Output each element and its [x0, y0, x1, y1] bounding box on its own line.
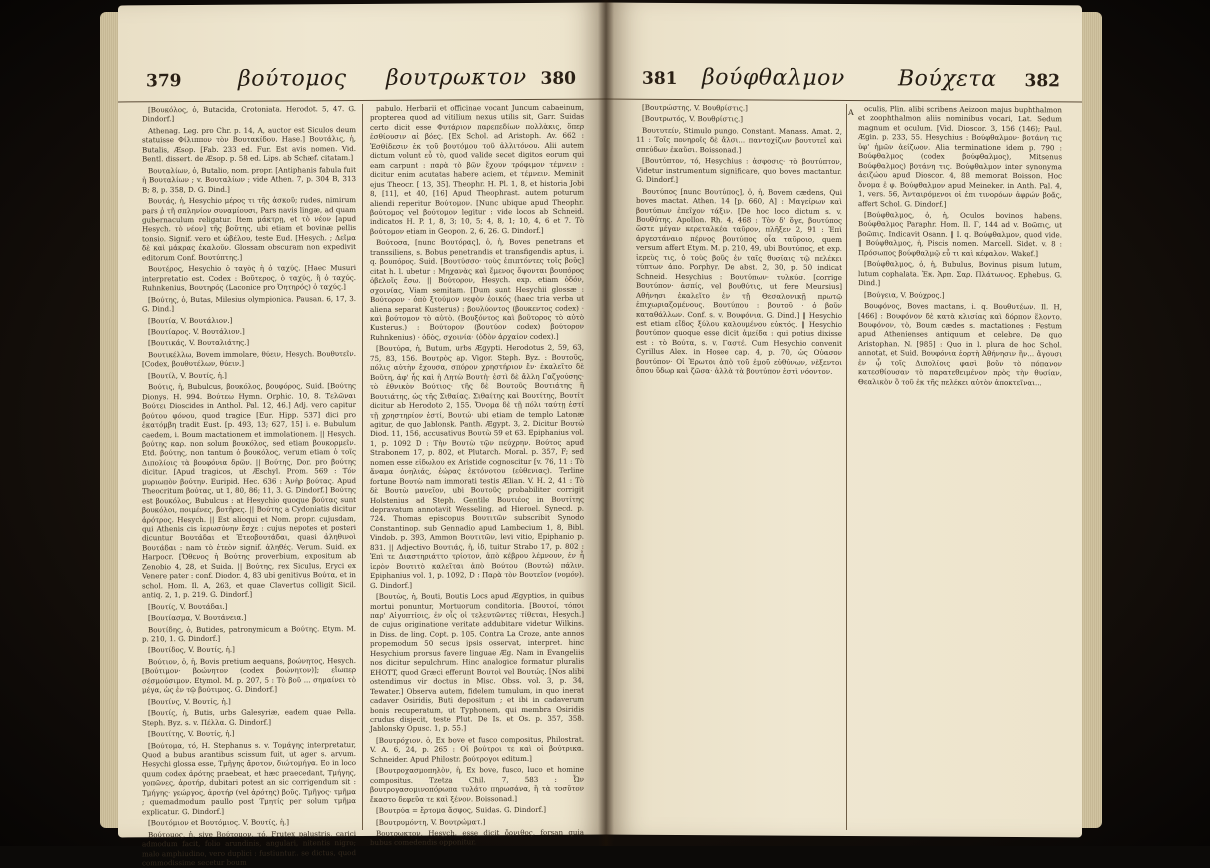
right-page [606, 3, 1082, 838]
dictionary-entry: [Βουτρόχιον. ὁ, Ex bove et fusco compositus, Philostrat. V. A. 6, 24, p. 265 : Οἱ βούτροι τε καὶ οἱ βούτρικα. Schneider. Apud Philostr. βούτρογοι editum.] [370, 734, 584, 764]
left-page-columns [118, 102, 606, 868]
right-page-columns [606, 103, 1082, 838]
running-headword-left: βούτομος [238, 66, 347, 92]
dictionary-entry: [Βουτροχασμοπηλὸν, ἡ, Ex bove, fusco, luco et homine compositus. Tzetza Chil. 7, 583 : Ὦν βουτρογασομινοπόρωπα τυλάτο πηρωσάνα, ἢ τὰ τοσῦτον ἔκαστο δεφεῦα τε καὶ ξένον. Boissonad.] [370, 764, 584, 804]
dictionary-entry: [Βουτὼς, ἡ, Bouti, Boutis Locs apud Ægyptios, in quibus mortui ponuntur, Mortuorum conditoria. [Βουτοί, τόποι παρ' Αἰγυπτίοις, ἐν οἷς οἱ τελευτῶντες τίθεται, Hesych.] de cujus originatione veritate addubitare videtur Wilkins. in Diss. de ling. Copt. p. 105. Contra La Croze, ante annos propemodum 50 secus ipsis osservat, interpret. hinc Hesychium prorsus favere linguae Æg. Nam in Evangeliis nos dicitur sepulchrum. Hinc analogice formatur pluralis EHOTT, quod Græci efferunt Βουτοὶ vel Βουτώς. [Nos alibi ostendimus vir doctus in Misc. Obss. vol. 3, p. 34, Tewater.] Observa autem, fidelem tumulum, in quo inerat cadaver Osiridis, Buti depositum ; et ibi in cadaverum bonis recuperatum, ut Typhonem, qui membra Osiridis crudus disjecit, teste Plut. De Is. et Os. p. 357, 358. Jablonsky Opusc. 1, p. 55.] [370, 590, 584, 734]
running-headword-right: βουτρωκτον [386, 64, 527, 91]
section-marker-a: A [848, 108, 854, 118]
page-number-381: 381 [642, 68, 678, 89]
dictionary-entry: Βουτικέλλω, Bovem immolare, θύειν, Hesych. Βουθυτεῖν. [Codex, βουθυτέλων, θύειν.] [142, 348, 356, 369]
page-number-382: 382 [1024, 71, 1060, 92]
dictionary-entry: pabulo. Herbarii et officinae vocant Juncum cabaeinum, propterea quod ad vitilium nexus utilis sit, Garr. Suidas certo dicit esse Φυτάριον παρεπεδίων πολλὰκις, ὅπερ ἐσθίουσιν αἱ βόες. [Ex Schol. ad Aristoph. Av. 662 : Ἐσθίδεσιν ἐκ τοῦ βουτόμου τοῦ ἀλλιτόνου. Alii autem dictum volunt εὖ τὸ, quod valide secet digitos eorum qui eam carpunt : παρὰ τὸ βῶν ἔχουν τρόφιμον τέμνειν : dicitur enim acutatas habere aciem, et τέμνειν. Meminit ejus Theocr. [ 13, 35]. Theophr. H. Pl. 1, 8, et historia Jobi 8, [11], et 40, [16] Apud Theophrast. autem poturum aliendi reperitur Βούτομον. [Nunc ubique apud Theophr. βούτομος vel βούτομον legitur : vide locos ab Schneid. indicatos H. P. 1, 8, 3; 10, 5; 4, 8, 1; 10, 4, 6 et 7. Τὸ βούτομον etiam in Geopon. 2, 6, 26. G. Dindorf.] [370, 102, 584, 236]
dictionary-entry: Βουτρωκτον, Hesych. esse dicit ὄρνιθος, forsan quia bubus comedendis opponitur. [370, 827, 584, 848]
page-edges-left [100, 12, 120, 828]
dictionary-entry: [Βούτης, ὁ, Butas, Milesius olympionica. Pausan. 6, 17, 3. G. Dind.] [142, 293, 356, 314]
right-page-header [606, 65, 1082, 103]
dictionary-entry: Βουτύπος [nunc Βουτύπος], ὁ, ἡ, Bovem cædens, Qui boves mactat. Athen. 14 [p. 660, A] : Μαγείρων καὶ βουτύπων ἐπεῖχον τάξιν. [De hoc loco dictum s. v. Βουθύτης. Apollon. Rh. 4, 468 : Τὸν δ' ὅγε, βουτύπος ὥστε μέγαν κερεταλκέα ταῦρον, πλῆξεν 2, 91 : Ἐπὶ ἀργεστάναιο πέρνος βουτύπος οἷα ταῦροιο, quem versum affert Etym. M. p. 210, 49, ubi Βουτύπος, et exp. ἱερεὺς τις, ὁ τοὺς βοῦς ἐν ταῖς θυσίαις τῷ πελέκει τύπτων ἀπο. Porphyr. De abst. 2, 30, p. 50 indicat Schneid. Hesychius : Βουτύπων· τυλκύσ. [corrige Βουτύπον· ἀσπίς, vel βουθύτις, ut fere Meursius] Αθήνησι ἐκαλεῖτο ἐν τῇ Θεσαλονικῇ πρωτῷ ἐπιχωριαζομένους. Βουτύπου : βουτοῦ · ὁ βοῦν καταθάλλων. Conf. s. v. Βουφόνια. G. Dind.] ‖ Hesychio est etiam εἴδος ξύλου καλουμένου εὐκτός. ‖ Hesychio βουτύπον quoque esse dicit ἀμείδα : qui potius dixisse est : τὸ Βούτα, s. v. Γαστέ. Cum Hesychio convenit Cyrillus Alex. in Hosee cap. 4, p. 70, ὡς Οὐασον βουτύπον· Οἱ Ἐρωτοι ἀπὸ τοῦ ἐμοῦ εὐθύνων, νὲξεντοι ὅπου ὕδωρ καὶ ζῶσα· ἀλλὰ τὰ βουτύπον ἐστὶ νόοντον. [636, 186, 842, 377]
dictionary-entry: Βουτάς, ἡ, Hesychio μέρος τι τῆς ἀσκοῦ; rudes, nimirum pars ῥ τῆ σπληνίον συναμίουσι, Pars navis lingæ, ad quam gubernaculum religatur. Item μάκτρῃ, et τὸ νέον [apud Hesych. τὸ νέον] τῆς βοῦτης, ubi etiam et bovinæ pellis tonsio. Signif. vero et ὠβέλου, teste Eud. [Hesych. ; Δεῖμα δὲ καὶ μάκρας ἐκαλοῦν. Glossam obscuram non expedivit editorum Conf. Βουτύπτης.] [142, 195, 356, 263]
dictionary-entry: [Βουτίαρος. V. Βουτάλιον.] [148, 326, 245, 337]
dictionary-entry: Athenag. Leg. pro Chr. p. 14, A, auctor est Siculos deum statuisse Φίλιππον τὸν Βουτακίδου. Hase.] Βουτάλις, ἡ, Butalis, Æsop. [Fab. 233 ed. Fur. Est avis nomen. Vid. Bentl. dissert. de Æsop. p. 58 ed. Lips. ab Schæf. citatam.] [142, 124, 356, 164]
dictionary-entry: oculis, Plin. alibi scribens Aeizoon majus buphthalmon et zoophthalmon aliis nominibus vocari, Lat. Sedum magnum et oculum. [Vid. Dioscor. 3, 156 (146); Paul. Ægin. p. 233, 55. Hesychius : Βούφθαλμον· βοτάνη τις ὑφ' ἡμῶν ἀείζωον. Alia terminatione idem p. 790 : Βούφθαλμος (codex βούφθαλμος), Mitsenus Βούφθαλμος) βοτάνη τις. Βούφθαλμον inter synonyma ἀειζώου apud Dioscor. 4, 88 memorat Boisson. Hoc ὄνομα ἐ φ. Βούφθαλμον apud Meineker. in Anth. Pal. 4, 1, vers. 56, Ἀνταιρόμενοι οἱ ἐπι τινορόων ἀφρών βοᾶς, affert Schol. G. Dindorf.] [858, 104, 1062, 209]
dictionary-entry: [Βουτίς, ἡ, Butis, urbs Galesyriæ, eadem quae Pella. Steph. Byz. s. v. Πέλλα. G. Dindorf.] [142, 707, 356, 727]
dictionary-entry: Βουτέρος, Hesychio ὁ ταγὸς ἡ ὁ ταχύς. [Haec Musuri interpretatio est. Codex : Βοῦτερος, ὁ ταχύς, ἢ ὁ ταχύς. Ruhnkenius, Βουτηρός (Laconice pro Ὀητηρός) ὁ ταχύς.] [142, 263, 356, 293]
dictionary-entry: [Βούφθαλμος, ὁ, ἡ, Oculos bovinos habens. Βούφθαλμος Paraphr. Hom. Il. Γ, 144 ad v. Βοῶπις, ut βοῶπις. Indicavit Osann. ‖ I. q. Βούφθαλμον, quod vide. ‖ Βούφθαλμος, ἡ, Piscis nomen. Marcell. Sidet. v. 8 : Πρόσωπος βούφθαλμῷ εὖ τι καὶ κέφαλον. Wakef.] [858, 210, 1062, 258]
right-page-column-1 [636, 103, 842, 832]
left-page-column-1 [142, 104, 356, 868]
left-page-header [118, 65, 606, 103]
dictionary-entry: [Βουτία, V. Βουτάλιον.] [148, 315, 233, 325]
dictionary-entry: Βούτις, ἡ, Bubulcus, βουκόλος, βουφόρος, Suid. [Βούτης Dionys. H. 994. Βούτεω Hymn. Orphic. 10, 8. Τελῶναι Βούτει Dioscides in Anthol. Pal. 12, 46.] Adj. vero capitur βούτου φόνου, quod tragice [Eur. Hipp. 537] dici pro ἐκατόμβη tradit Eust. [p. 493, 13; 627, 15] i. e. Bubulum caedem, i. Boum mactationem et immolationem. || Hesych. βούτης καρ. non solum βουκόλος, sed etiam βουκορμεῖν. Etd. βούτης, non tantum ὁ βουκόλος, verum etiam ὁ τοῖς Διπολίοις τὰ βουφόνια δρῶν. || Βούτης, Dor. pro βούτης dicitur. [Apud tragicos, ut Æschyl. Prom. 569 : Τόν μυριωπὸν βούτην. Euripid. Hec. 636 : Ἀνὴρ βούτας. Apud Theocritum βούτας, ut 1, 80, 86; 11, 3. G. Dindorf.] Βούτης est βουκόλος, Bubulcus : at Hesychio quoque βούτας sunt βουκόλοι, ποιμένες, βοτῆρες. || Βούτης a Cydoniatis dicitur ἀρότρος. Hesych. || Est alioqui et Nom. propr. cujusdam, qui Athenis cis ἱερωσύνην ἔσχε : cujus nepotes et posteri dicuntur Βουτάδαι et Ἐτεοβουτάδαι, quasi ἀληθινοὶ Βουτάδαι : nam τὸ ἐτεὸν signif. ἀληθές. Verum. Suid. ex Harpocr. [Ὄθενος ἡ Βούτης proverbium, expositum ab Zenobio 4, 28, et Suida. || Βούτης, rex Siculus, Eryci ex Venere pater : conf. Diodor. 4, 83 ubi genitivus Βούτα, et in schol. Hom. Il. A, 263, et quae Clavertus colligit Sicil. antiq. 2, 1, p. 219. G. Dindorf.] [142, 381, 356, 600]
dictionary-entry: [Βουτρυμόντη, V. Βουτρώματ.] [376, 816, 486, 827]
right-page-column-2 [858, 104, 1062, 833]
running-headword-right: Βούχετα [898, 66, 997, 92]
dictionary-entry: [Βουτύρα, ἡ, Butum, urbs Ægypti. Herodotus 2, 59, 63, 75, 83, 156. Βουτρὸς ap. Vigor. Steph. Byz. : Βουτοῦς, πόλις αὐτὴν ἔχουσα, σπόρον χρηστήριον ἔν· ἐκαλεῖτο δὲ Βοῦτη, ἀφ' ἧς καὶ ἡ Λητὼ Βουτὴ· ἐστὶ δὲ ἄλλη Γαζγούσης· τὸ ἐθνικὸν Βούτιος· τῆς δὲ Βουτοῦς Βουτιάτης ἢ Βουτιάτης, ὡς τῆς Σιθαίας. Σιθαίτης καὶ Βουτίτης, Βουτίτ dicitur ab Herodoto 2, 155. Ὄνομα δὲ τῇ πόλι ταύτῃ ἐστί τῇ χρηστηρίον ἐστί, Βουτώ· ubi etiam de templo Latonæ agitur, de quo Jablonsk. Panth. Ægypt. 3, 2. Dicitur Βουτώ Diod. 11, 156, accusativus Βουτὼ 59 et 63. Epiphanius vol. 1, p. 1092 D : Τὴν Βουτὼ τῷν πεύχρην. Βούτος apud Strabonem 17, p. 802, et Plutarch. Moral. p. 357, F; sed nomen esse εἰδωλου ex Aristide cognoscitur [v. 76, 11 : Τὸ ἄναμα ὀνηλιάς, ἐώρας ἐκτόνοτου (εὐθενιας). Terline fortune Βουτὼ nam immorati testis Ælian. V. H. 2, 41 : Τὸ δὲ Βουτὼ μανεῖον, ubi Βουτοῦς probabiliter corrigit Holstenius ad Steph. Gentile Βουτιέος in Βουτίτης depravatum annotavit Wesseling. ad Hieroel. Synecd. p. 724. Thomas episcopus Βουτιτῶν subscribit Synodo Constantinop. sub Gennadio apud Lambecium 1, 8, Bibl. Vindob. p. 393, Ammon Βουτιτῶν, levi vitio, Epiphanio p. 831. || Adjectivo Βουτιάς, ἡ, ἰδ, tuitur Strabo 17, p. 802 : Ἐπὶ τε Διαστηριάττο τρίοτον, ἀπὸ κέβρου λέμνουν, ἐν ἧ ἱερὸν Βουτιτὸ καλεῖται ἀπὸ Βούτου (Βουτώ) πάλιν. Epiphanius vol. 1, p. 1092, D : Παρὰ τὸν Βουτεῖον (νομόν). G. Dindorf.] [370, 342, 584, 590]
dictionary-entry: [Βουτίλ, V. Βουτίς, ἡ.] [148, 370, 227, 381]
page-number-380: 380 [540, 68, 576, 89]
dictionary-entry: [Βούφθαλμος, ὁ, ἡ, Bubulus, Bovinus pisum lutum, lutum cophalata. Ἐκ. Ἁρπ. Σαρ. Πλάτωνος. Ephebus. G. Dind.] [858, 259, 1062, 288]
dictionary-entry: Βούτομος, ἡ, sive Βούτομον, τό, Frutex palustris, carici admodum facit, folio arundinis, angulari, nitentis nigro; malo amphiudino, vero duplici : fustiuntur.. se dictus, quod commodissime secetur boum [142, 828, 356, 868]
dictionary-entry: Βουτυτείν, Stimulo pungo. Constant. Manass. Amat. 2, 11 : Τοῖς πονηροῖς δὲ ἄλσι... παντοχίζων βουτυτεῖ καὶ σπεύδων ἐκαῦσι. Boissonad.] [636, 125, 842, 155]
dictionary-entry: [Βουτύπτον, τό, Hesychius : ἀσφοσις· τὸ βουτύπτον, Videtur instrumentum significare, quo boves mactantur. G. Dindorf.] [636, 156, 842, 185]
dictionary-entry: Βουφόνος, Boves mactans, i. q. Βουθυτέων. Il. Η, [466] : Βουφόνον δὲ κατὰ κλισίας καὶ δόρπον ἕλοντο. Βουφόνον, τὸ, Boum cædes s. mactationes : Festum apud Athenienses antiquum et celebre. De quo Aristophan. N. [985] : Quo in l. plura de hoc Schol. annotat, et Suid. Βουφόνια ἐορτὴ Ἀθήνησιν ἣν... ἄγουσι ἐν ᾧ τοῖς Διπολίοις φασὶ βοῦν τὸ πόπανον κατεσθίουσαν τὸ παρατεθειμένον πρὸς τὴν θυσίαν, Θεαλικὸν ὃ τοῦ ἐκ τῆς πελέκει αὐτὸν ἀποκτεῖναι... [858, 301, 1062, 387]
page-number-379: 379 [146, 71, 182, 92]
dictionary-entry: Βούτοσα, [nunc Βουτόρας], ὁ, ἡ, Boves penetrans et transsiliens, s. Bobus penetrandis et transfigendis aptus, i. q. βουπόρος. Suid. [Βουτύσσο· τοὺς ἐπιπτόντες τοῖς βοῦς] citat h. l. ubetur : Μηχανὰς καὶ ἔμενος ὄψονται βουπόρος ὀβελοῖς ἔσω. || Βούτορον, Hesych. exp. etiam ὁδόν, σχοινίας, Viam semitam. [Dum sunt Hesychii glossæ : Βούτορον · ὀπὸ ξτούμον νεφὸν ἐοικός (haec tria verba ut aliena separat Kusterus) : βουλύοντος (βουκεντος codex) · καὶ βούτομον τὸ αὐτὸ. (Βουξόντος καὶ βοῦτορος τὸ αὐτὸ Kusterus.) : Βούτορον (βουτύον codex) βούτορον Ruhnkenius) · ὁδὸς, σχοινία· (ὁδὸν ἀρχαίον codex).] [370, 236, 584, 342]
dictionary-entry: [Βουτίνς, V. Βουτίς, ἡ.] [148, 696, 231, 707]
running-headword-left: βούφθαλμον [702, 65, 845, 92]
dictionary-entry: Βουταλίων, ὁ, Butalio, nom. propr. [Antiphanis fabula fuit ἡ Βουταλίων ; v. Βουταλίων ; vide Athen. 7, p. 304 B, 313 B; 8, p. 358, D. G. Dind.] [142, 164, 356, 194]
left-page-column-2 [370, 102, 584, 848]
dictionary-entry: Βούτιον, ὁ, ἡ, Bovis pretium aequans, βοώνητος, Hesych. [Βούτιμον· βοώνητον (codex βοώνητον)]; εἴωπερ σέσμούσιμον. Etymol. M. p. 207, 5 : Τὸ βοῦ ... σημαίνει τὸ μέγα, ὡς ἐν τῷ βούτιμος. G. Dindorf.] [142, 655, 356, 695]
dictionary-entry: [Βουτίτης, V. Βουτίς, ἡ.] [148, 728, 235, 739]
dictionary-entry: [Βουτρωτός, V. Βουθρίστις.] [642, 114, 744, 124]
dictionary-entry: Βουτίδης, ὁ, Butides, patronymicum a Βούτης. Etym. M. p. 210, 1. G. Dindorf.] [142, 623, 356, 644]
column-divider [846, 104, 847, 830]
dictionary-entry: [Βουτίασμα, V. Βουτάνεια.] [148, 612, 247, 623]
dictionary-entry: [Βουτίς, V. Βουτάδαι.] [148, 601, 228, 611]
dictionary-entry: [Βουτόμιον et Βουτόμιος. V. Βουτίς, ἡ.] [148, 817, 290, 828]
dictionary-entry: [Βουτρώστης, V. Βουθρίστις.] [642, 102, 748, 113]
dictionary-entry: [Βουτρύα = ἔρτομα ἄσφος, Suidas. G. Dindorf.] [376, 804, 547, 815]
dictionary-entry: [Βούτομα, τό, H. Stephanus s. v. Τομάγης interpretatur, Quod a bubus arantibus scissum fuit, ut ager s. arvum. Hesychi glossa esse, Τμῆγης ἄροτον, διώτομήγα. Eo in loco quum codex ἀρότης praebeat, et hæc praecedant, Τμήγης, γοπῶνες, ἀροτήρ, dubitari potest an sic corrigendum sit : Τμήγης· γεώργος, ἀροτήρ (vel ἀρότης) βοῦς. Τμῆγος· τμῆμα ; quemadmodum paullo post Τμητίς per solum τμῆμα explicatur. G. Dindorf.] [142, 739, 356, 817]
dictionary-entry: [Βουτικάς, V. Βουταλιάτης.] [148, 338, 250, 348]
left-page [118, 3, 606, 868]
column-divider [362, 104, 363, 830]
page-edges-right [1080, 12, 1102, 828]
dictionary-entry: [Βουτίδος, V. Βουτίς, ἡ.] [148, 645, 235, 655]
dictionary-entry: [Βουκόλος, ὁ, Butacida, Crotoniata. Herodot. 5, 47. G. Dindorf.] [142, 104, 356, 124]
dictionary-entry: [Βούγεια, V. Βούχρος.] [864, 289, 945, 300]
book-gutter [598, 0, 614, 846]
